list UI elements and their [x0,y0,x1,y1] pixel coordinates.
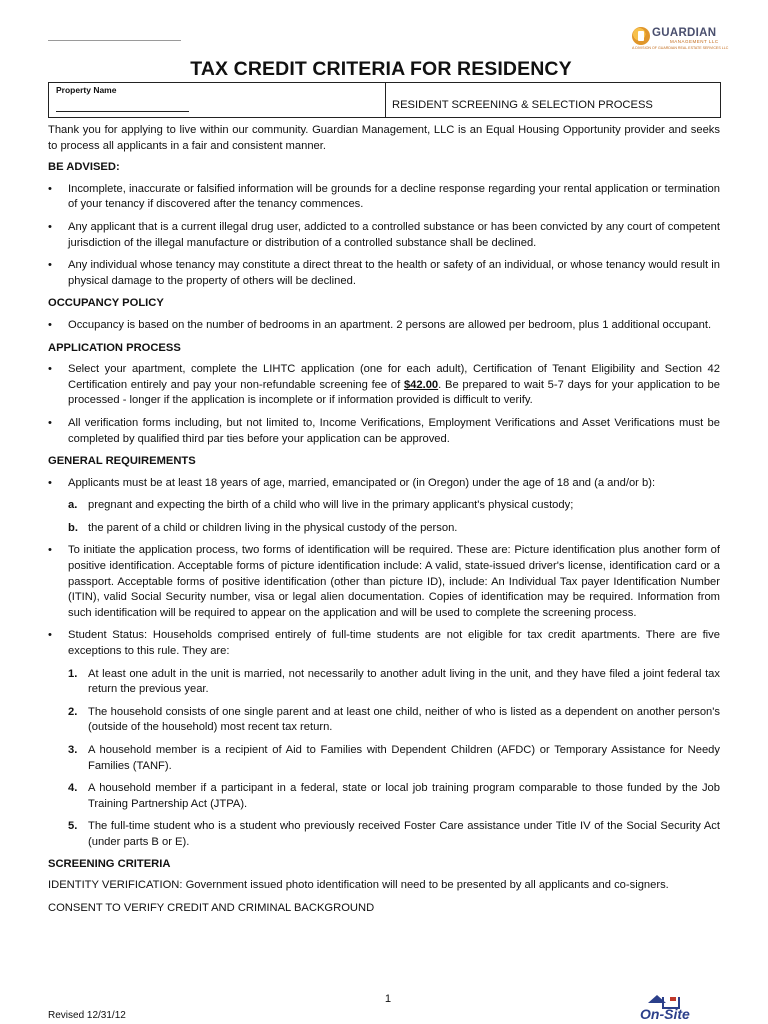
page-number: 1 [384,993,392,1005]
guardian-logo-icon [632,27,650,45]
sub-list-item: a. pregnant and expecting the birth of a child who will live in the primary applicant's physical custody; [68,499,574,512]
sub-list-item: 5. The full-time student who is a student who previously received Foster Care assistance under Title IV of the Social Security Act (under parts B or E). [68,820,720,848]
consent-heading: CONSENT TO VERIFY CREDIT AND CRIMINAL BACKGROUND [48,901,375,914]
logo-name: GUARDIAN [652,27,717,39]
property-name-field[interactable] [56,111,189,112]
top-rule [48,40,181,41]
list-item: • Select your apartment, complete the LIHTC application (one for each adult), Certification of Tenant Eligibility and Section 42 Certification entirely and pay your non-refundable screening fee of $42.00. Be prepared to wait 5-7 days for your application to be processed - longer if the application is incomplete or if information provided is difficult to verify. [48,363,721,407]
screening-criteria-heading: SCREENING CRITERIA [48,857,171,870]
list-item: • Student Status: Households comprised entirely of full-time students are not eligible for tax credit apartments. There are five exceptions to this rule. They are: [48,629,720,658]
sub-list-item: 2. The household consists of one single parent and at least one child, neither of who is listed as a dependent on another person's (outside of the household) most recent tax return. [68,705,720,734]
property-name-label: Property Name [56,85,117,95]
be-advised-heading: BE ADVISED: [48,161,120,174]
guardian-logo [632,26,729,54]
list-item: • Any individual whose tenancy may constitute a direct threat to the health or safety of an individual, or whose tenancy would result in physical damage to the property of others will be declined. [48,259,720,287]
property-name-cell [49,83,386,117]
document-body [48,123,720,916]
onsite-wordmark: On-Site [640,1006,690,1022]
sub-list-item: 4. A household member if a participant in a federal, state or local job training program comparable to those funded by the Job Training Partnership Act (JTPA). [68,782,720,810]
process-title: RESIDENT SCREENING & SELECTION PROCESS [392,99,653,111]
list-item: • Occupancy is based on the number of bedrooms in an apartment. 2 persons are allowed per bedroom, plus 1 additional occupant. [48,318,712,331]
list-item: • Applicants must be at least 18 years of age, married, emancipated or (in Oregon) under the age of 18 and (a and/or b): [48,476,656,489]
sub-list-item: 1. At least one adult in the unit is married, not necessarily to another adult living in the unit, and they have filed a joint federal tax return the previous year. [68,667,720,696]
list-item: • To initiate the application process, two forms of identification will be required. These are: Picture identification plus another form of positive identification. Acceptable forms of picture identification include: A valid, state-issued driver's license, identification card or a passport. Acceptable forms of positive identification (other than picture ID), include: An Individual Tax payer Identification Number (ITIN), valid Social Security number, visa or legal alien documentation. Copies of identification may be required. Information from such identification will be required to appear on the application and will be used to complete the screening process. [48,544,720,619]
identity-verification: IDENTITY VERIFICATION: Government issued photo identification will need to be presented by all applicants and co-signers. [48,879,669,892]
sub-list-item: b. the parent of a child or children living in the physical custody of the person. [68,521,458,534]
logo-sub: MANAGEMENT LLC [670,39,719,44]
intro-paragraph: Thank you for applying to live within our community. Guardian Management, LLC is an Equal Housing Opportunity provider and seeks to process all applicants in a fair and consistent manner. [48,124,720,152]
logo-tagline: A DIVISION OF GUARDIAN REAL ESTATE SERVICES LLC [632,46,729,50]
page-title: TAX CREDIT CRITERIA FOR RESIDENCY [190,58,572,80]
flag-icon [670,997,676,1001]
onsite-logo [640,995,706,1023]
list-item: • Any applicant that is a current illegal drug user, addicted to a controlled substance or has been convicted by any court of competent jurisdiction of the illegal manufacture or distribution of a controlled substance shall be declined. [48,220,720,249]
list-item: • All verification forms including, but not limited to, Income Verifications, Employment Verifications and Asset Verifications must be completed by qualified third par ties before your application can be approved. [48,416,720,445]
revised-date: Revised 12/31/12 [48,1010,126,1021]
list-item: • Incomplete, inaccurate or falsified information will be grounds for a decline response regarding your rental application or termination of your tenancy if discovered after the tenancy commences. [48,182,720,211]
occupancy-heading: OCCUPANCY POLICY [48,297,164,310]
screening-fee: $42.00 [403,378,439,391]
general-requirements-heading: GENERAL REQUIREMENTS [48,455,196,468]
sub-list-item: 3. A household member is a recipient of Aid to Families with Dependent Children (AFDC) or Temporary Assistance for Needy Families (TANF). [68,744,720,772]
header-box [48,82,721,118]
application-heading: APPLICATION PROCESS [48,341,181,354]
